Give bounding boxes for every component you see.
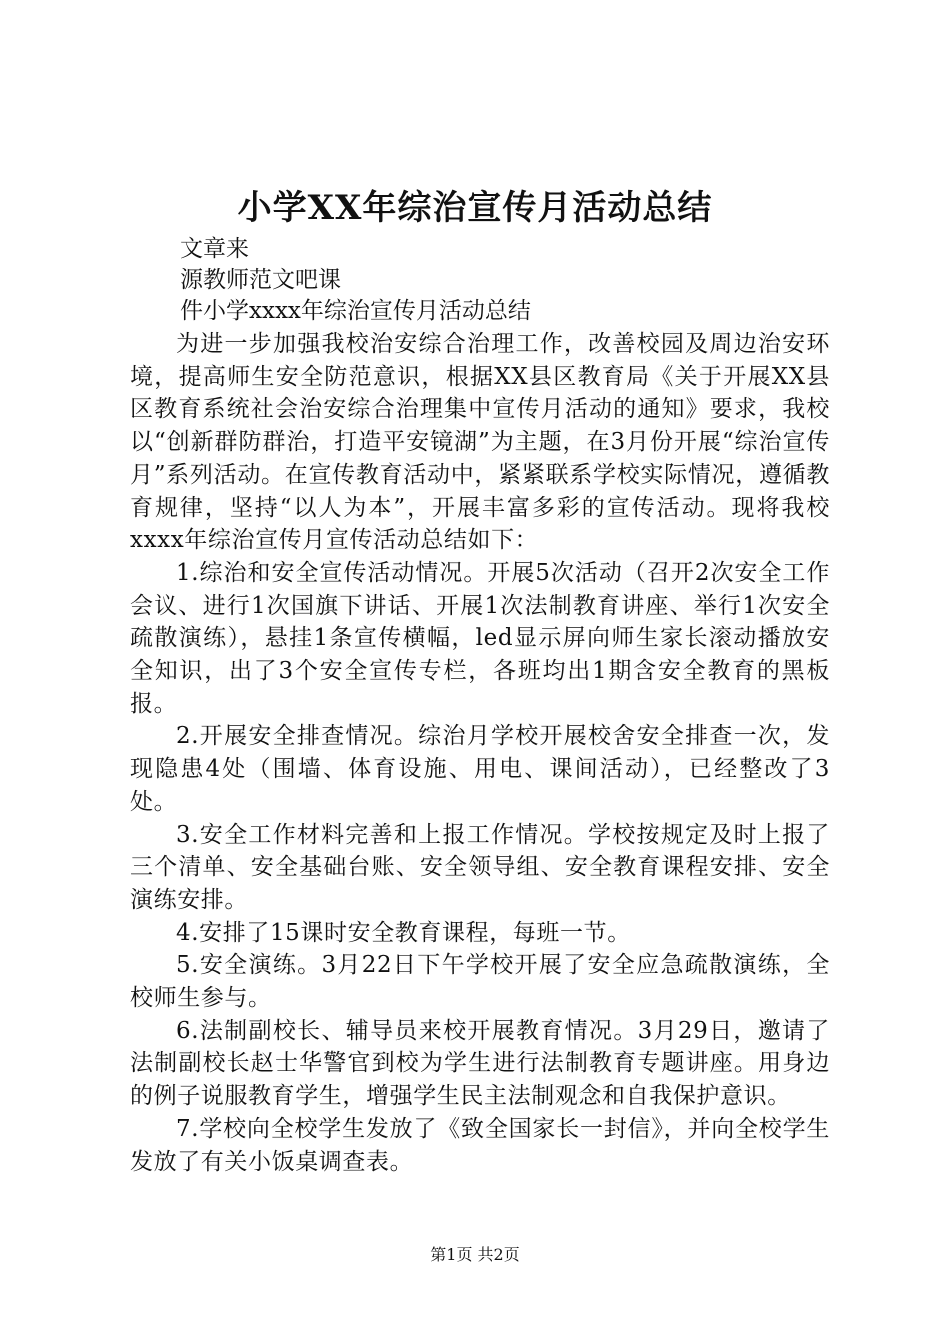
paragraph-item-6: 6.法制副校长、辅导员来校开展教育情况。3月29日，邀请了法制副校长赵士华警官到校为学生进行法制教育专题讲座。用身边的例子说服教育学生，增强学生民主法制观念和自我保护意识。 <box>130 1017 830 1110</box>
intro-line: 件小学xxxx年综治宣传月活动总结 <box>180 298 531 324</box>
intro-line: 源教师范文吧课 <box>180 267 341 293</box>
paragraph-item-5: 5.安全演练。3月22日下午学校开展了安全应急疏散演练，全校师生参与。 <box>130 952 830 1012</box>
paragraph-item-2: 2.开展安全排查情况。综治月学校开展校舍安全排查一次，发现隐患4处（围墙、体育设施、用电、课间活动），已经整改了3处。 <box>130 723 830 815</box>
document-title: 小学XX年综治宣传月活动总结 <box>237 188 713 228</box>
paragraph-item-3: 3.安全工作材料完善和上报工作情况。学校按规定及时上报了三个清单、安全基础台账、安全领导组、安全教育课程安排、安全演练安排。 <box>130 821 830 913</box>
intro-block <box>180 234 840 327</box>
intro-line: 文章来 <box>180 236 249 262</box>
document-body <box>130 328 830 1178</box>
paragraph-introduction: 为进一步加强我校治安综合治理工作，改善校园及周边治安环境，提高师生安全防范意识，根据XX县区教育局《关于开展XX县区教育系统社会治安综合治理集中宣传月活动的通知》要求，我校以“创新群防群治，打造平安镜湖”为主题，在3月份开展“综治宣传月”系列活动。在宣传教育活动中，紧紧联系学校实际情况，遵循教育规律，坚持“以人为本”，开展丰富多彩的宣传活动。现将我校xxxx年综治宣传月宣传活动总结如下： <box>130 331 830 554</box>
paragraph-item-7: 7.学校向全校学生发放了《致全国家长一封信》，并向全校学生发放了有关小饭桌调查表。 <box>130 1115 830 1175</box>
page-footer: 第1页 共2页 <box>430 1245 520 1264</box>
paragraph-item-4: 4.安排了15课时安全教育课程，每班一节。 <box>176 919 631 946</box>
paragraph-item-1: 1.综治和安全宣传活动情况。开展5次活动（召开2次安全工作会议、进行1次国旗下讲话、开展1次法制教育讲座、举行1次安全疏散演练），悬挂1条宣传横幅，led显示屏向师生家长滚动播放安全知识，出了3个安全宣传专栏，各班均出1期含安全教育的黑板报。 <box>130 559 830 717</box>
